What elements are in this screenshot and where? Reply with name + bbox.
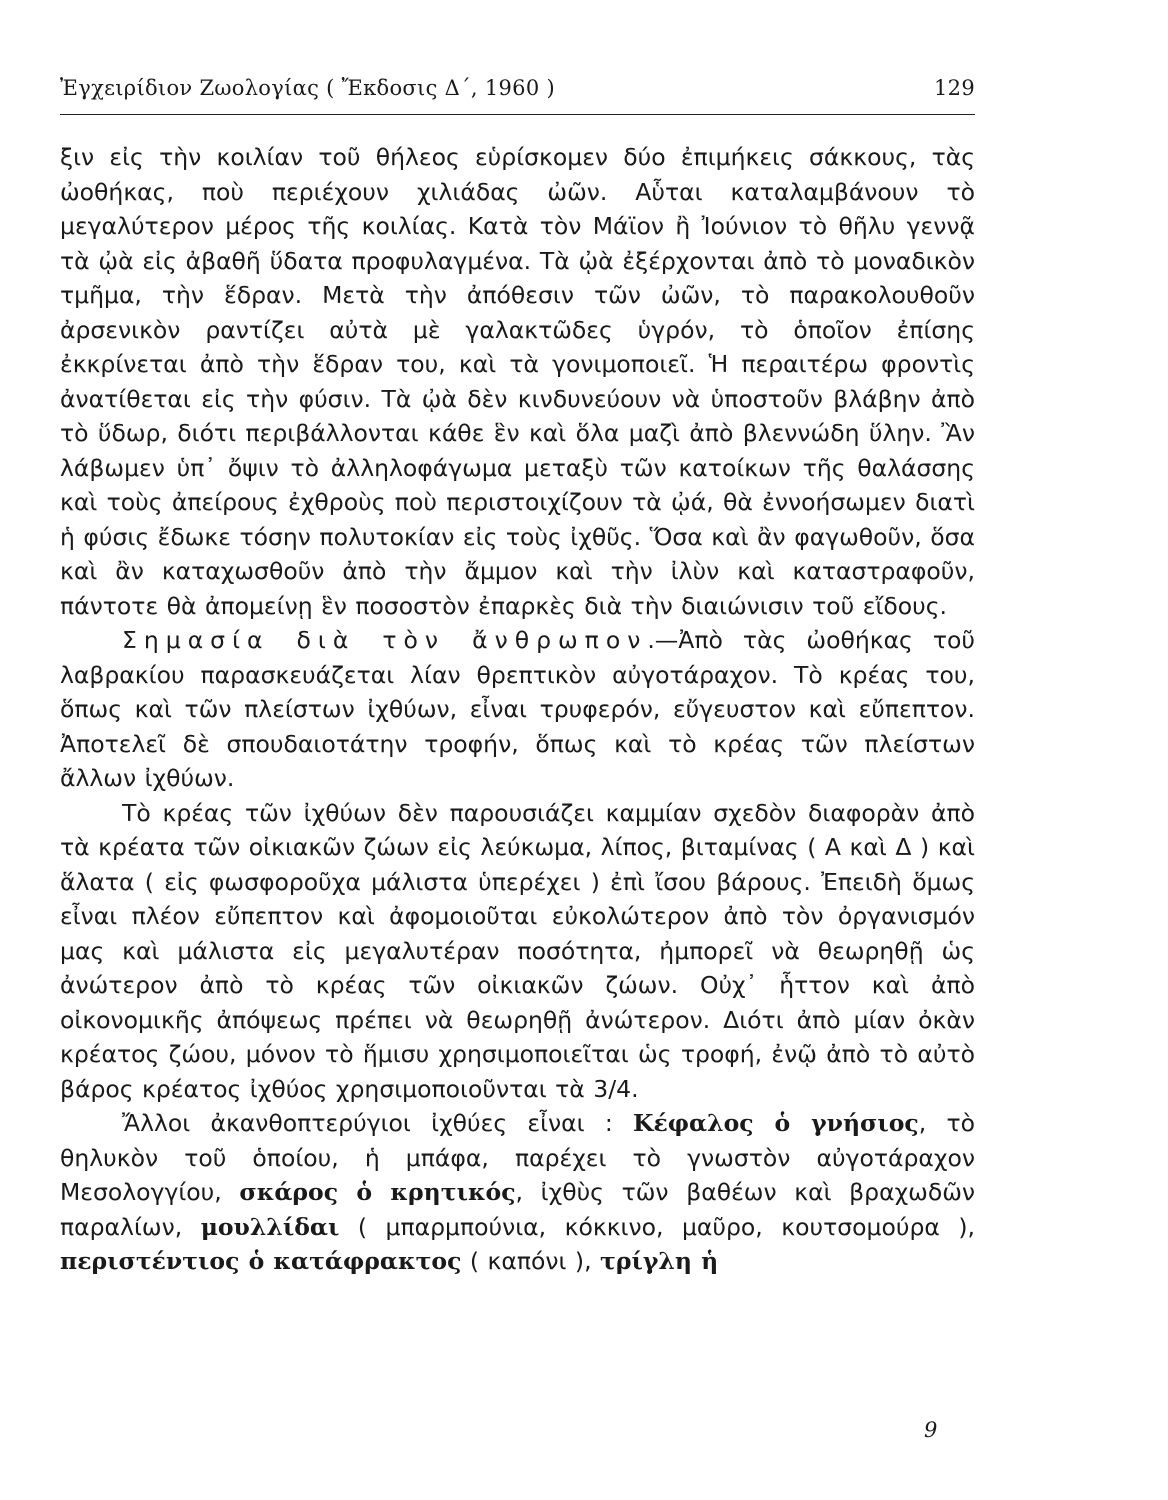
species-name-4: περιστέντιος ὁ κατάφρακτος <box>60 1247 462 1275</box>
p4-text-a: Ἄλλοι ἀκανθοπτερύγιοι ἰχθύες εἶναι : <box>122 1109 634 1137</box>
main-text <box>60 140 975 1279</box>
header-rule <box>60 114 975 115</box>
running-header <box>60 76 975 100</box>
section-heading: Σημασία διὰ τὸν ἄνθρωπον <box>122 626 648 654</box>
species-name-1: Κέφαλος ὁ γνήσιος <box>633 1109 919 1137</box>
paragraph-3: Τὸ κρέας τῶν ἰχθύων δὲν παρουσιάζει καμμίαν σχεδὸν διαφορὰν ἀπὸ τὰ κρέατα τῶν οἰκιακῶν ζώων εἰς λεύκωμα, λίπος, βιταμίνας ( Α καὶ Δ ) καὶ ἅλατα ( εἰς φωσφοροῦχα μάλιστα ὑπερέχει ) ἐπὶ ἴσου βάρους. Ἐπειδὴ ὅμως εἶναι πλέον εὔπεπτον καὶ ἀφομοιοῦται εὐκολώτερον ἀπὸ τὸν ὀργανισμόν μας καὶ μάλιστα εἰς μεγαλυτέραν ποσότητα, ἠμπορεῖ νὰ θεωρηθῇ ὡς ἀνώτερον ἀπὸ τὸ κρέας τῶν οἰκιακῶν ζώων. Οὐχ᾽ ἧττον καὶ ἀπὸ οἰκονομικῆς ἀπόψεως πρέπει νὰ θεωρηθῇ ἀνώτερον. Διότι ἀπὸ μίαν ὀκὰν κρέατος ζώου, μόνον τὸ ἥμισυ χρησιμοποιεῖται ὡς τροφή, ἐνῷ ἀπὸ τὸ αὐτὸ βάρος κρέατος ἰχθύος χρησιμοποιοῦνται τὰ 3/4. <box>60 798 975 1103</box>
species-name-2: σκάρος ὁ κρητικός <box>239 1178 516 1206</box>
paragraph-1: ξιν εἰς τὴν κοιλίαν τοῦ θήλεος εὑρίσκομεν δύο ἐπιμήκεις σάκκους, τὰς ὠοθήκας, ποὺ περιέχουν χιλιάδας ὠῶν. Αὗται καταλαμβάνουν τὸ μεγαλύτερον μέρος τῆς κοιλίας. Κατὰ τὸν Μάϊον ἢ Ἰούνιον τὸ θῆλυ γεννᾷ τὰ ᾠὰ εἰς ἀβαθῆ ὕδατα προφυλαγμένα. Τὰ ᾠὰ ἐξέρχονται ἀπὸ τὸ μοναδικὸν τμῆμα, τὴν ἕδραν. Μετὰ τὴν ἀπόθεσιν τῶν ὠῶν, τὸ παρακολουθοῦν ἀρσενικὸν ραντίζει αὐτὰ μὲ γαλακτῶδες ὑγρόν, τὸ ὁποῖον ἐπίσης ἐκκρίνεται ἀπὸ τὴν ἕδραν του, καὶ τὰ γονιμοποιεῖ. Ἡ περαιτέρω φροντὶς ἀνατίθεται εἰς τὴν φύσιν. Τὰ ᾠὰ δὲν κινδυνεύουν νὰ ὑποστοῦν βλάβην ἀπὸ τὸ ὕδωρ, διότι περιβάλλονται κάθε ἓν καὶ ὅλα μαζὶ ἀπὸ βλεννώδη ὕλην. Ἂν λάβωμεν ὑπ᾽ ὄψιν τὸ ἀλληλοφάγωμα μεταξὺ τῶν κατοίκων τῆς θαλάσσης καὶ τοὺς ἀπείρους ἐχθροὺς ποὺ περιστοιχίζουν τὰ ᾠά, θὰ ἐννοήσωμεν διατὶ ἡ φύσις ἔδωκε τόσην πολυτοκίαν εἰς τοὺς ἰχθῦς. Ὅσα καὶ ἂν φαγωθοῦν, ὅσα καὶ ἂν καταχωσθοῦν ἀπὸ τὴν ἄμμον καὶ τὴν ἰλὺν καὶ καταστραφοῦν, πάντοτε θὰ ἀπομείνῃ ἓν ποσοστὸν ἐπαρκὲς διὰ τὴν διαιώνισιν τοῦ εἴδους. <box>60 143 975 620</box>
species-name-5: τρίγλη ἡ <box>600 1247 719 1275</box>
p4-text-f: ( καπόνι ), <box>461 1247 601 1275</box>
header-title: Ἐγχειρίδιον Ζωολογίας ( Ἔκδοσις Δ΄, 1960 ) <box>60 76 555 100</box>
p4-text-e: ( μπαρμπούνια, κόκκινο, μαῦρο, κουτσομούρα ), <box>339 1212 975 1241</box>
p4-text-c: , τὸ θηλυκὸν τοῦ ὁποίου, ἡ μπάφα, παρέχει τὸ γνωστὸν αὐγοτάραχον Μεσολογγίου, <box>60 1109 975 1206</box>
paragraph-2 <box>60 623 975 796</box>
page-number: 129 <box>934 76 975 100</box>
species-name-3: μουλλίδαι <box>200 1212 340 1241</box>
paragraph-2-text: .—Ἀπὸ τὰς ὠοθήκας τοῦ λαβρακίου παρασκευάζεται λίαν θρεπτικὸν αὐγοτάραχον. Τὸ κρέας του, ὅπως καὶ τῶν πλείστων ἰχθύων, εἶναι τρυφερόν, εὔγευστον καὶ εὔπεπτον. Ἀποτελεῖ δὲ σπουδαιοτάτην τροφήν, ὅπως καὶ τὸ κρέας τῶν πλείστων ἄλλων ἰχθύων. <box>60 626 975 792</box>
p4-text-d: , ἰχθὺς τῶν βαθέων καὶ βραχωδῶν παραλίων, <box>60 1178 976 1241</box>
signature-mark: 9 <box>924 1418 938 1442</box>
paragraph-4 <box>60 1106 975 1279</box>
